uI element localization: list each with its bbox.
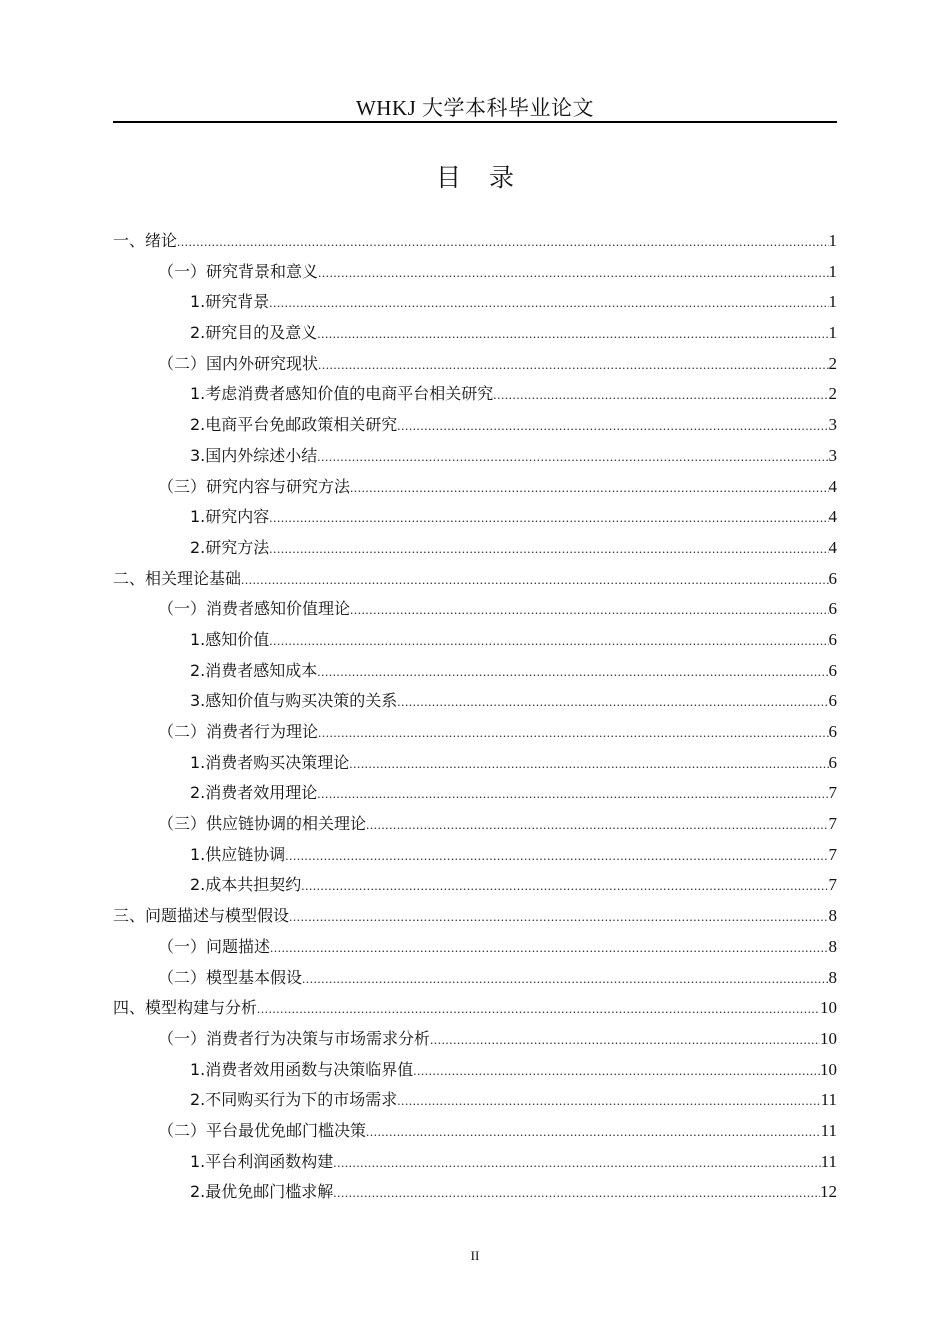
dot-leader bbox=[493, 380, 828, 411]
toc-entry-page: 2 bbox=[828, 384, 837, 404]
toc-entry-label: （一）研究背景和意义 bbox=[158, 261, 319, 281]
toc-entry-label: （一）消费者感知价值理论 bbox=[158, 599, 351, 619]
toc-entry-page: 6 bbox=[828, 660, 837, 680]
toc-entry[interactable] bbox=[113, 472, 837, 503]
toc-entry-page: 7 bbox=[828, 783, 837, 803]
toc-entry-page: 10 bbox=[820, 998, 837, 1018]
toc-entry[interactable] bbox=[113, 748, 837, 779]
toc-entry-label: 一、绪论 bbox=[113, 231, 178, 250]
toc-entry-label: 2.研究目的及意义 bbox=[190, 323, 318, 343]
toc-entry[interactable] bbox=[113, 349, 837, 380]
toc-title: 目录 bbox=[435, 163, 542, 192]
table-of-contents bbox=[113, 226, 837, 1208]
dot-leader bbox=[177, 227, 828, 258]
dot-leader bbox=[317, 442, 828, 473]
toc-entry-page: 6 bbox=[828, 629, 837, 649]
toc-entry[interactable] bbox=[113, 1147, 837, 1178]
toc-entry[interactable] bbox=[113, 1085, 837, 1116]
toc-entry-page: 1 bbox=[828, 292, 837, 312]
toc-entry-label: （一）问题描述 bbox=[158, 936, 271, 956]
toc-entry-page: 11 bbox=[820, 1151, 837, 1171]
toc-entry-label: 1.平台利润函数构建 bbox=[190, 1151, 334, 1171]
toc-entry-page: 1 bbox=[828, 261, 837, 281]
toc-entry-label: 3.国内外综述小结 bbox=[190, 445, 318, 465]
dot-leader bbox=[366, 1117, 821, 1148]
toc-entry[interactable] bbox=[113, 379, 837, 410]
toc-entry-page: 12 bbox=[820, 1182, 837, 1202]
toc-entry[interactable] bbox=[113, 287, 837, 318]
toc-entry-label: 2.最优免邮门槛求解 bbox=[190, 1182, 334, 1202]
toc-entry[interactable] bbox=[113, 410, 837, 441]
toc-entry[interactable] bbox=[113, 318, 837, 349]
dot-leader bbox=[269, 626, 828, 657]
toc-entry-label: （二）平台最优免邮门槛决策 bbox=[158, 1120, 367, 1140]
toc-entry[interactable] bbox=[113, 778, 837, 809]
toc-entry-page: 6 bbox=[828, 752, 837, 772]
toc-entry[interactable] bbox=[113, 809, 837, 840]
dot-leader bbox=[269, 288, 828, 319]
toc-entry-page: 7 bbox=[828, 844, 837, 864]
dot-leader bbox=[318, 350, 828, 381]
dot-leader bbox=[241, 565, 828, 596]
dot-leader bbox=[270, 933, 828, 964]
toc-entry[interactable] bbox=[113, 963, 837, 994]
dot-leader bbox=[397, 1086, 820, 1117]
dot-leader bbox=[366, 810, 828, 841]
toc-entry-page: 8 bbox=[828, 967, 837, 987]
toc-entry-page: 4 bbox=[828, 507, 837, 527]
header-rule bbox=[113, 121, 837, 123]
toc-entry-label: 1.消费者效用函数与决策临界值 bbox=[190, 1059, 414, 1079]
dot-leader bbox=[302, 964, 828, 995]
toc-entry[interactable] bbox=[113, 932, 837, 963]
toc-entry[interactable] bbox=[113, 594, 837, 625]
toc-entry-page: 3 bbox=[828, 415, 837, 435]
dot-leader bbox=[317, 779, 828, 810]
toc-entry-page: 10 bbox=[820, 1059, 837, 1079]
toc-entry-label: （三）供应链协调的相关理论 bbox=[158, 814, 367, 834]
toc-entry-page: 6 bbox=[828, 691, 837, 711]
toc-entry-label: 2.研究方法 bbox=[190, 537, 270, 557]
page-number: II bbox=[470, 1248, 480, 1263]
toc-entry[interactable] bbox=[113, 533, 837, 564]
toc-entry-label: （一）消费者行为决策与市场需求分析 bbox=[158, 1028, 431, 1048]
dot-leader bbox=[397, 687, 828, 718]
toc-entry-page: 7 bbox=[828, 875, 837, 895]
toc-entry-page: 4 bbox=[828, 537, 837, 557]
toc-entry[interactable] bbox=[113, 1055, 837, 1086]
dot-leader bbox=[285, 841, 828, 872]
toc-entry-label: （三）研究内容与研究方法 bbox=[158, 476, 351, 496]
toc-entry-label: 四、模型构建与分析 bbox=[113, 998, 258, 1018]
toc-entry-label: 1.消费者购买决策理论 bbox=[190, 752, 350, 772]
dot-leader bbox=[317, 319, 828, 350]
toc-entry-page: 7 bbox=[828, 814, 837, 834]
toc-entry-page: 6 bbox=[828, 722, 837, 741]
toc-entry[interactable] bbox=[113, 441, 837, 472]
toc-entry[interactable] bbox=[113, 1024, 837, 1055]
toc-entry-page: 11 bbox=[820, 1090, 837, 1110]
toc-entry[interactable] bbox=[113, 257, 837, 288]
toc-entry-label: 1.供应链协调 bbox=[190, 844, 286, 864]
toc-entry[interactable] bbox=[113, 226, 837, 257]
dot-leader bbox=[257, 994, 820, 1025]
toc-entry-page: 3 bbox=[828, 445, 837, 465]
toc-entry[interactable] bbox=[113, 686, 837, 717]
toc-entry[interactable] bbox=[113, 502, 837, 533]
dot-leader bbox=[397, 411, 828, 442]
toc-entry-label: 2.不同购买行为下的市场需求 bbox=[190, 1090, 398, 1110]
dot-leader bbox=[333, 1148, 820, 1179]
toc-entry[interactable] bbox=[113, 564, 837, 595]
toc-entry-label: 2.消费者感知成本 bbox=[190, 660, 318, 680]
toc-entry-page: 6 bbox=[828, 568, 837, 588]
toc-entry-label: 1.感知价值 bbox=[190, 629, 270, 649]
dot-leader bbox=[289, 902, 828, 933]
toc-entry[interactable] bbox=[113, 993, 837, 1024]
toc-entry-label: （二）国内外研究现状 bbox=[158, 353, 319, 373]
toc-entry-page: 1 bbox=[828, 231, 837, 250]
dot-leader bbox=[413, 1056, 820, 1087]
toc-entry-page: 10 bbox=[820, 1028, 837, 1048]
dot-leader bbox=[430, 1025, 820, 1056]
toc-entry-label: （二）模型基本假设 bbox=[158, 967, 303, 987]
toc-entry-page: 11 bbox=[820, 1120, 837, 1140]
toc-entry[interactable] bbox=[113, 625, 837, 656]
toc-entry-label: 1.研究背景 bbox=[190, 292, 270, 312]
dot-leader bbox=[349, 749, 828, 780]
toc-entry-label: 三、问题描述与模型假设 bbox=[113, 906, 290, 926]
dot-leader bbox=[269, 534, 828, 565]
toc-entry-label: 1.研究内容 bbox=[190, 507, 270, 527]
toc-entry-label: 3.感知价值与购买决策的关系 bbox=[190, 691, 398, 711]
toc-entry-page: 8 bbox=[828, 936, 837, 956]
toc-entry-page: 2 bbox=[828, 353, 837, 373]
dot-leader bbox=[301, 871, 828, 902]
toc-entry-label: 2.成本共担契约 bbox=[190, 875, 302, 895]
toc-entry-label: 二、相关理论基础 bbox=[113, 568, 242, 588]
toc-entry-page: 6 bbox=[828, 599, 837, 619]
toc-entry-label: 1.考虑消费者感知价值的电商平台相关研究 bbox=[190, 384, 494, 404]
toc-entry-label: 2.消费者效用理论 bbox=[190, 783, 318, 803]
toc-entry[interactable] bbox=[113, 656, 837, 687]
toc-entry[interactable] bbox=[113, 1177, 837, 1208]
toc-entry[interactable] bbox=[113, 901, 837, 932]
toc-entry[interactable] bbox=[113, 840, 837, 871]
dot-leader bbox=[333, 1178, 820, 1209]
dot-leader bbox=[350, 473, 828, 504]
toc-entry[interactable] bbox=[113, 717, 837, 748]
dot-leader bbox=[317, 657, 828, 688]
running-header: WHKJ 大学本科毕业论文 bbox=[355, 96, 595, 120]
toc-entry-page: 4 bbox=[828, 476, 837, 496]
toc-entry-page: 1 bbox=[828, 323, 837, 343]
toc-entry-label: （二）消费者行为理论 bbox=[158, 722, 319, 741]
toc-entry[interactable] bbox=[113, 1116, 837, 1147]
dot-leader bbox=[350, 595, 828, 626]
dot-leader bbox=[318, 258, 828, 289]
toc-entry-page: 8 bbox=[828, 906, 837, 926]
dot-leader bbox=[318, 718, 828, 749]
dot-leader bbox=[269, 503, 828, 534]
toc-entry[interactable] bbox=[113, 870, 837, 901]
toc-entry-label: 2.电商平台免邮政策相关研究 bbox=[190, 415, 398, 435]
